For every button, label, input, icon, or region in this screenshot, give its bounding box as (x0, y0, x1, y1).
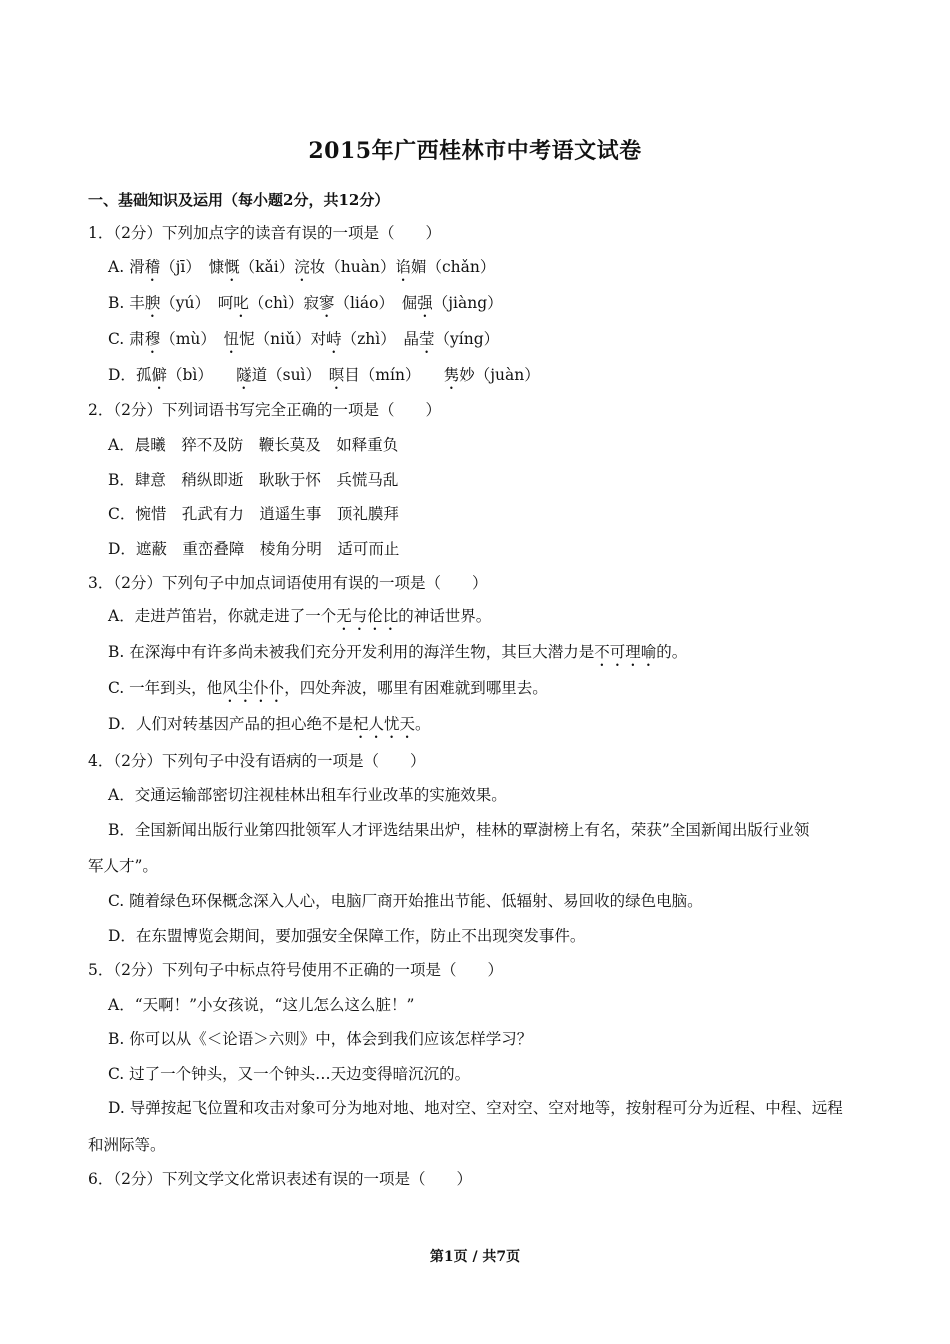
emphasized-text: 暝 (328, 366, 345, 384)
emphasized-text: 穆 (144, 330, 161, 348)
option-text: 孤 (135, 366, 152, 384)
option-text: 滑 (129, 258, 145, 276)
emphasized-text: 寥 (318, 294, 335, 312)
option-text: 一年到头，他 (129, 679, 223, 697)
emphasized-text: 叱 (233, 294, 249, 312)
emphasized-text: 慨 (224, 258, 240, 276)
option-letter: D． (108, 715, 136, 733)
emphasized-text: 稽 (144, 258, 161, 276)
option-text: 。 (414, 715, 431, 733)
option-text: （jī） (160, 258, 209, 276)
option-text: 慷 (208, 258, 225, 276)
emphasized-text: 无与伦比 (336, 607, 399, 625)
emphasized-text: 谄 (395, 258, 411, 276)
option-letter: B. (108, 294, 130, 312)
question-3-stem: 3．（2分）下列句子中加点词语使用有误的一项是（ ） (88, 574, 488, 592)
option-text: （liáo） (334, 294, 402, 312)
emphasized-text: 不可理喻 (594, 643, 657, 661)
option-text: （yú） (160, 294, 218, 312)
question-4-option-d: D．在东盟博览会期间，要加强安全保障工作，防止不出现突发事件。 (108, 927, 586, 945)
option-text: （chì） (248, 294, 304, 312)
option-text: 的神话世界。 (398, 607, 492, 625)
option-letter: A． (108, 607, 135, 625)
option-text: 晶 (403, 330, 419, 348)
emphasized-text: 僻 (151, 366, 167, 384)
option-text: 走进芦笛岩，你就走进了一个 (134, 607, 337, 625)
question-3-option-c (108, 677, 548, 706)
option-text: 丰 (129, 294, 145, 312)
option-letter: B. (108, 643, 130, 661)
question-2-option-a: A．晨曦 猝不及防 鞭长莫及 如释重负 (108, 436, 399, 454)
emphasized-text: 风尘仆仆 (222, 679, 285, 697)
option-text: 目（mín） (344, 366, 444, 384)
option-text: 对 (310, 330, 327, 348)
section-heading: 一、基础知识及运用（每小题2分，共12分） (88, 191, 390, 209)
emphasized-text: 峙 (326, 330, 342, 348)
option-text: 妆（huàn） (309, 258, 396, 276)
option-text: 倔 (401, 294, 418, 312)
option-text: 怩（niǔ） (239, 330, 311, 348)
page-footer: 第1页 / 共7页 (429, 1249, 521, 1265)
question-4-option-b: B．全国新闻出版行业第四批领军人才评选结果出炉，桂林的覃澍榜上有名，荣获”全国新闻出版行业领 (108, 821, 810, 839)
option-letter: C. (108, 330, 130, 348)
option-text: （jiàng） (432, 294, 503, 312)
question-6-stem: 6．（2分）下列文学文化常识表述有误的一项是（ ） (88, 1170, 472, 1188)
option-text: 妙（juàn） (459, 366, 540, 384)
option-text: 人们对转基因产品的担心绝不是 (135, 715, 353, 733)
option-text: 在深海中有许多尚未被我们充分开发利用的海洋生物，其巨大潜力是 (129, 643, 595, 661)
question-4-stem: 4．（2分）下列句子中没有语病的一项是（ ） (88, 752, 426, 770)
option-text: （bì） (166, 366, 237, 384)
option-text: （kǎi） (239, 258, 295, 276)
question-5-option-a: A．“天啊！”小女孩说，“这儿怎么这么脏！” (108, 996, 415, 1014)
page-title: 2015年广西桂林市中考语文试卷 (308, 138, 642, 164)
option-text: （zhì） (341, 330, 404, 348)
question-1-stem: 1．（2分）下列加点字的读音有误的一项是（ ） (88, 224, 441, 242)
question-2-option-d: D．遮蔽 重峦叠障 棱角分明 适可而止 (108, 540, 400, 558)
option-text: 道（suì） (251, 366, 329, 384)
option-text: 肃 (129, 330, 145, 348)
option-text: 呵 (217, 294, 234, 312)
question-3-option-d (108, 713, 430, 742)
option-letter: C. (108, 679, 130, 697)
question-1-option-a (108, 256, 495, 285)
question-4-option-b-continued: 军人才”。 (88, 857, 158, 875)
emphasized-text: 莹 (419, 330, 435, 348)
emphasized-text: 忸 (223, 330, 240, 348)
question-3-option-b (108, 641, 687, 670)
option-text: 寂 (303, 294, 319, 312)
question-2-stem: 2．（2分）下列词语书写完全正确的一项是（ ） (88, 401, 441, 419)
emphasized-text: 隧 (236, 366, 252, 384)
question-4-option-a: A．交通运输部密切注视桂林出租车行业改革的实施效果。 (108, 786, 507, 804)
option-letter: D． (108, 366, 136, 384)
option-text: 媚（chǎn） (410, 258, 496, 276)
question-2-option-b: B．肆意 稍纵即逝 耿耿于怀 兵慌马乱 (108, 471, 399, 489)
option-text: 的。 (656, 643, 688, 661)
emphasized-text: 浣 (294, 258, 310, 276)
emphasized-text: 杞人忧天 (352, 715, 415, 733)
question-4-option-c: C. 随着绿色环保概念深入人心，电脑厂商开始推出节能、低辐射、易回收的绿色电脑。 (108, 892, 703, 910)
question-5-option-d: D. 导弹按起飞位置和攻击对象可分为地对地、地对空、空对空、空对地等，按射程可分为近程、中程、远程 (108, 1099, 843, 1117)
question-5-option-d-continued: 和洲际等。 (88, 1136, 166, 1154)
option-text: （mù） (160, 330, 224, 348)
emphasized-text: 腴 (144, 294, 161, 312)
option-letter: A. (108, 258, 130, 276)
question-1-option-d (108, 364, 540, 393)
option-text: （yíng） (434, 330, 500, 348)
emphasized-text: 强 (417, 294, 433, 312)
question-1-option-b (108, 292, 503, 321)
emphasized-text: 隽 (443, 366, 460, 384)
question-5-option-b: B. 你可以从《＜论语＞六则》中，体会到我们应该怎样学习？ (108, 1030, 533, 1048)
question-1-option-c (108, 328, 499, 357)
question-5-stem: 5．（2分）下列句子中标点符号使用不正确的一项是（ ） (88, 961, 503, 979)
question-5-option-c: C. 过了一个钟头，又一个钟头…天边变得暗沉沉的。 (108, 1065, 471, 1083)
question-2-option-c: C．惋惜 孔武有力 逍遥生事 顶礼膜拜 (108, 505, 399, 523)
option-text: ，四处奔波，哪里有困难就到哪里去。 (284, 679, 548, 697)
question-3-option-a (108, 605, 491, 634)
